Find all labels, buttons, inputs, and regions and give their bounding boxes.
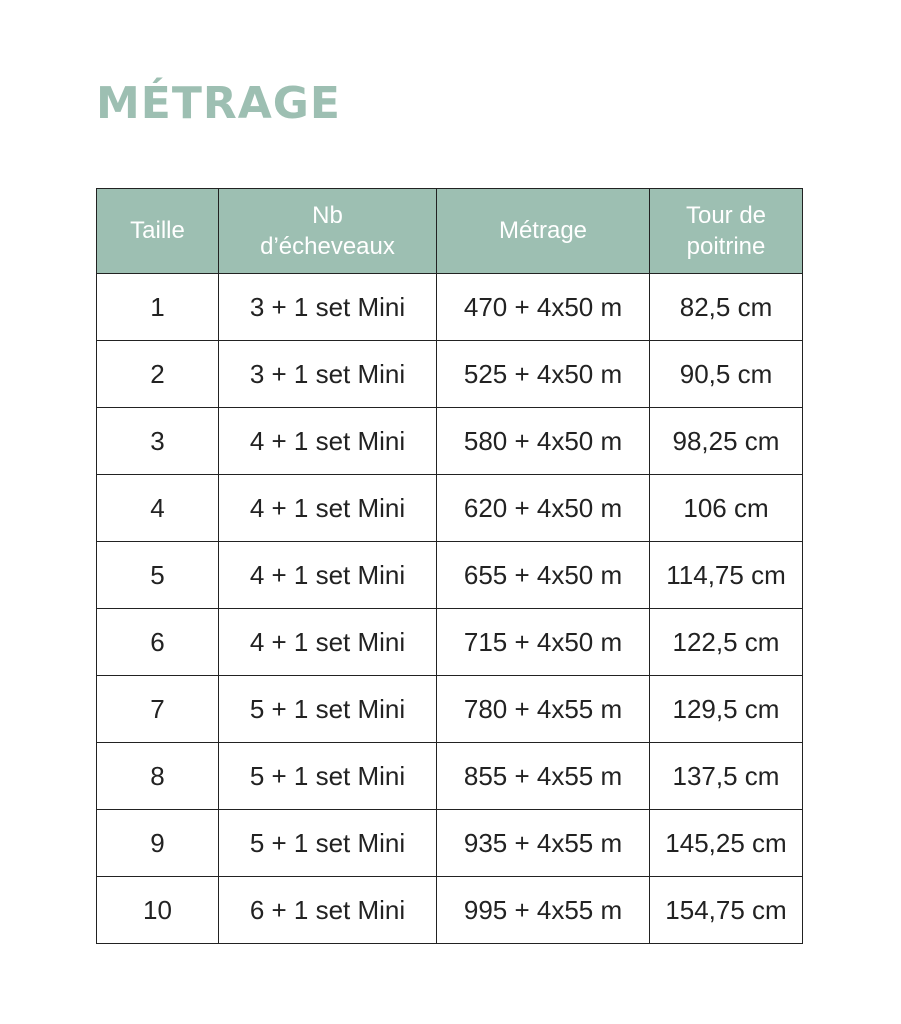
cell-tour-de-poitrine: 122,5 cm bbox=[650, 609, 803, 676]
table-row bbox=[97, 810, 803, 877]
cell-tour-de-poitrine: 145,25 cm bbox=[650, 810, 803, 877]
cell-taille: 3 bbox=[97, 408, 219, 475]
table-row bbox=[97, 341, 803, 408]
cell-nb-echeveaux: 4 + 1 set Mini bbox=[219, 475, 437, 542]
cell-nb-echeveaux: 4 + 1 set Mini bbox=[219, 609, 437, 676]
page-title: MÉTRAGE bbox=[96, 78, 341, 129]
header-taille-line: Taille bbox=[130, 217, 185, 245]
metrage-table bbox=[96, 188, 803, 944]
cell-nb-echeveaux: 6 + 1 set Mini bbox=[219, 877, 437, 944]
table-row bbox=[97, 542, 803, 609]
cell-taille: 7 bbox=[97, 676, 219, 743]
cell-tour-de-poitrine: 137,5 cm bbox=[650, 743, 803, 810]
table-row bbox=[97, 408, 803, 475]
header-metrage bbox=[437, 189, 650, 274]
cell-taille: 1 bbox=[97, 274, 219, 341]
cell-taille: 2 bbox=[97, 341, 219, 408]
table-row bbox=[97, 743, 803, 810]
header-metrage-line: Métrage bbox=[498, 217, 588, 245]
cell-metrage: 855 + 4x55 m bbox=[437, 743, 650, 810]
cell-tour-de-poitrine: 90,5 cm bbox=[650, 341, 803, 408]
cell-metrage: 470 + 4x50 m bbox=[437, 274, 650, 341]
cell-tour-de-poitrine: 129,5 cm bbox=[650, 676, 803, 743]
cell-metrage: 620 + 4x50 m bbox=[437, 475, 650, 542]
header-tour-line-1: Tour de bbox=[685, 201, 767, 229]
cell-nb-echeveaux: 3 + 1 set Mini bbox=[219, 274, 437, 341]
cell-taille: 4 bbox=[97, 475, 219, 542]
cell-metrage: 995 + 4x55 m bbox=[437, 877, 650, 944]
header-row bbox=[97, 189, 803, 274]
cell-taille: 10 bbox=[97, 877, 219, 944]
cell-tour-de-poitrine: 154,75 cm bbox=[650, 877, 803, 944]
header-nb-line-1: Nb bbox=[312, 201, 343, 229]
table-row bbox=[97, 274, 803, 341]
cell-tour-de-poitrine: 114,75 cm bbox=[650, 542, 803, 609]
cell-taille: 8 bbox=[97, 743, 219, 810]
cell-taille: 5 bbox=[97, 542, 219, 609]
cell-nb-echeveaux: 3 + 1 set Mini bbox=[219, 341, 437, 408]
table-row bbox=[97, 676, 803, 743]
cell-tour-de-poitrine: 98,25 cm bbox=[650, 408, 803, 475]
table-row bbox=[97, 475, 803, 542]
cell-taille: 9 bbox=[97, 810, 219, 877]
cell-nb-echeveaux: 5 + 1 set Mini bbox=[219, 743, 437, 810]
cell-nb-echeveaux: 4 + 1 set Mini bbox=[219, 408, 437, 475]
cell-metrage: 780 + 4x55 m bbox=[437, 676, 650, 743]
cell-nb-echeveaux: 5 + 1 set Mini bbox=[219, 810, 437, 877]
table-header bbox=[97, 189, 803, 274]
cell-nb-echeveaux: 4 + 1 set Mini bbox=[219, 542, 437, 609]
cell-taille: 6 bbox=[97, 609, 219, 676]
table-row bbox=[97, 609, 803, 676]
cell-metrage: 935 + 4x55 m bbox=[437, 810, 650, 877]
cell-tour-de-poitrine: 82,5 cm bbox=[650, 274, 803, 341]
cell-metrage: 525 + 4x50 m bbox=[437, 341, 650, 408]
header-tour-de-poitrine bbox=[650, 189, 803, 274]
cell-tour-de-poitrine: 106 cm bbox=[650, 475, 803, 542]
cell-nb-echeveaux: 5 + 1 set Mini bbox=[219, 676, 437, 743]
header-nb-echeveaux bbox=[219, 189, 437, 274]
cell-metrage: 580 + 4x50 m bbox=[437, 408, 650, 475]
header-tour-line-2: poitrine bbox=[686, 233, 766, 260]
cell-metrage: 655 + 4x50 m bbox=[437, 542, 650, 609]
header-nb-line-2: d’écheveaux bbox=[260, 233, 395, 260]
cell-metrage: 715 + 4x50 m bbox=[437, 609, 650, 676]
table-body bbox=[97, 274, 803, 944]
table-row bbox=[97, 877, 803, 944]
header-taille bbox=[97, 189, 219, 274]
